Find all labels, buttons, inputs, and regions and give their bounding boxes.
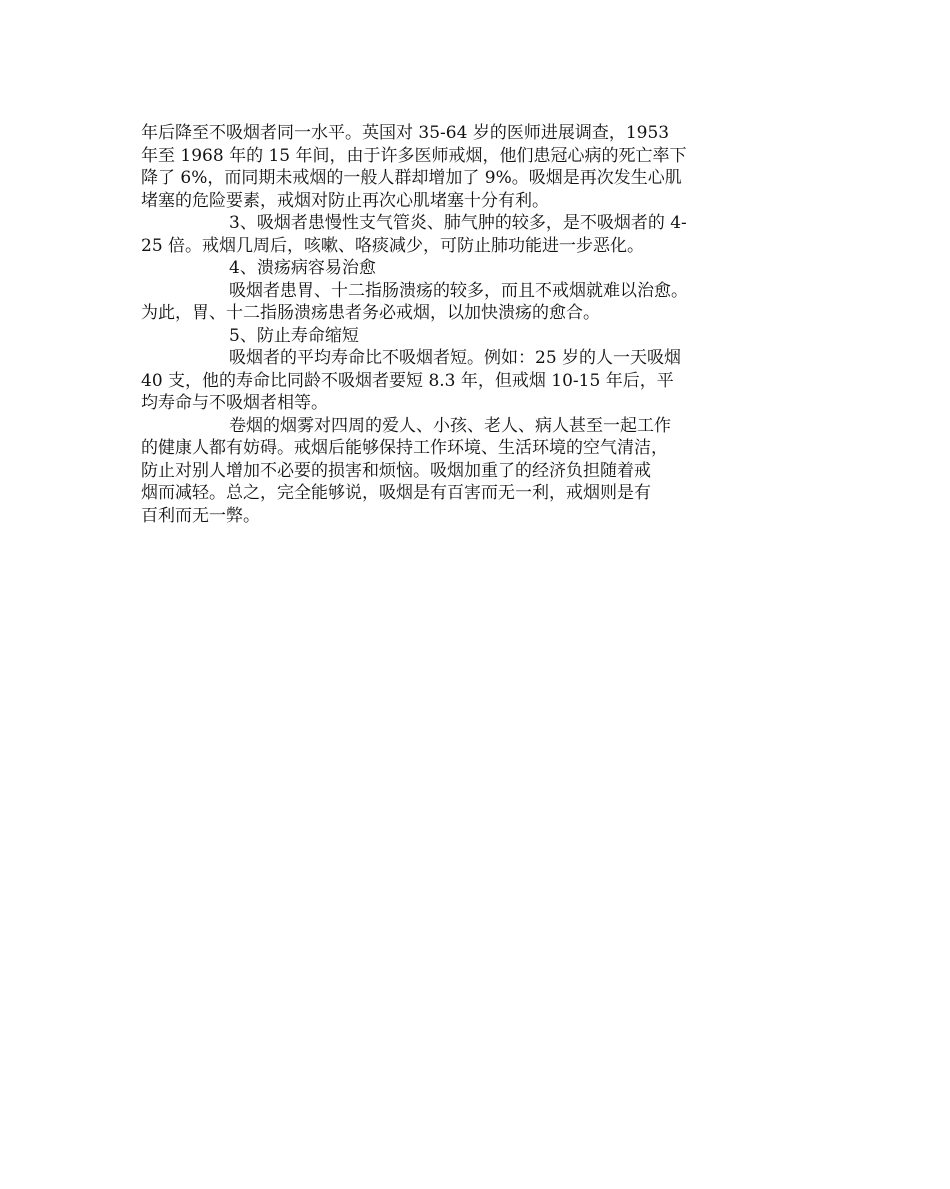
section-heading: 4、溃疡病容易治愈 [229, 258, 376, 278]
text-line: 40 支，他的寿命比同龄不吸烟者要短 8.3 年，但戒烟 10-15 年后，平 [141, 370, 674, 391]
text-line: 堵塞的危险要素，戒烟对防止再次心肌堵塞十分有利。 [141, 190, 549, 211]
heading-lifespan [141, 325, 821, 348]
text-line: 年后降至不吸烟者同一水平。英国对 35-64 岁的医师进展调查，1953 [141, 123, 670, 143]
text-line: 百利而无一弊。 [141, 505, 260, 526]
text-line: 卷烟的烟雾对四周的爱人、小孩、老人、病人甚至一起工作 [229, 415, 671, 436]
text-line: 吸烟者患胃、十二指肠溃疡的较多，而且不戒烟就难以治愈。 [229, 280, 688, 301]
text-line: 烟而减轻。总之，完全能够说，吸烟是有百害而无一利，戒烟则是有 [141, 483, 651, 503]
section-heading: 5、防止寿命缩短 [229, 325, 359, 346]
text-line: 降了 6%，而同期未戒烟的一般人群却增加了 9%。吸烟是再次发生心肌 [141, 168, 682, 188]
paragraph-secondhand-smoke [141, 415, 821, 528]
document-body [141, 122, 821, 527]
paragraph-heart-disease [141, 122, 821, 212]
paragraph-ulcer [141, 280, 821, 325]
text-line: 3、吸烟者患慢性支气管炎、肺气肿的较多，是不吸烟者的 4- [229, 213, 687, 233]
heading-ulcer [141, 257, 821, 280]
paragraph-bronchitis [141, 212, 821, 257]
paragraph-lifespan [141, 347, 821, 415]
text-line: 25 倍。戒烟几周后，咳嗽、咯痰减少，可防止肺功能进一步恶化。 [141, 235, 645, 256]
text-line: 吸烟者的平均寿命比不吸烟者短。例如：25 岁的人一天吸烟 [229, 348, 682, 368]
text-line: 均寿命与不吸烟者相等。 [141, 393, 328, 413]
text-line: 为此，胃、十二指肠溃疡患者务必戒烟，以加快溃疡的愈合。 [141, 303, 600, 323]
text-line: 防止对别人增加不必要的损害和烦恼。吸烟加重了的经济负担随着戒 [141, 460, 651, 481]
text-line: 年至 1968 年的 15 年间，由于许多医师戒烟，他们患冠心病的死亡率下 [141, 145, 687, 166]
text-line: 的健康人都有妨碍。戒烟后能够保持工作环境、生活环境的空气清洁， [141, 438, 668, 458]
